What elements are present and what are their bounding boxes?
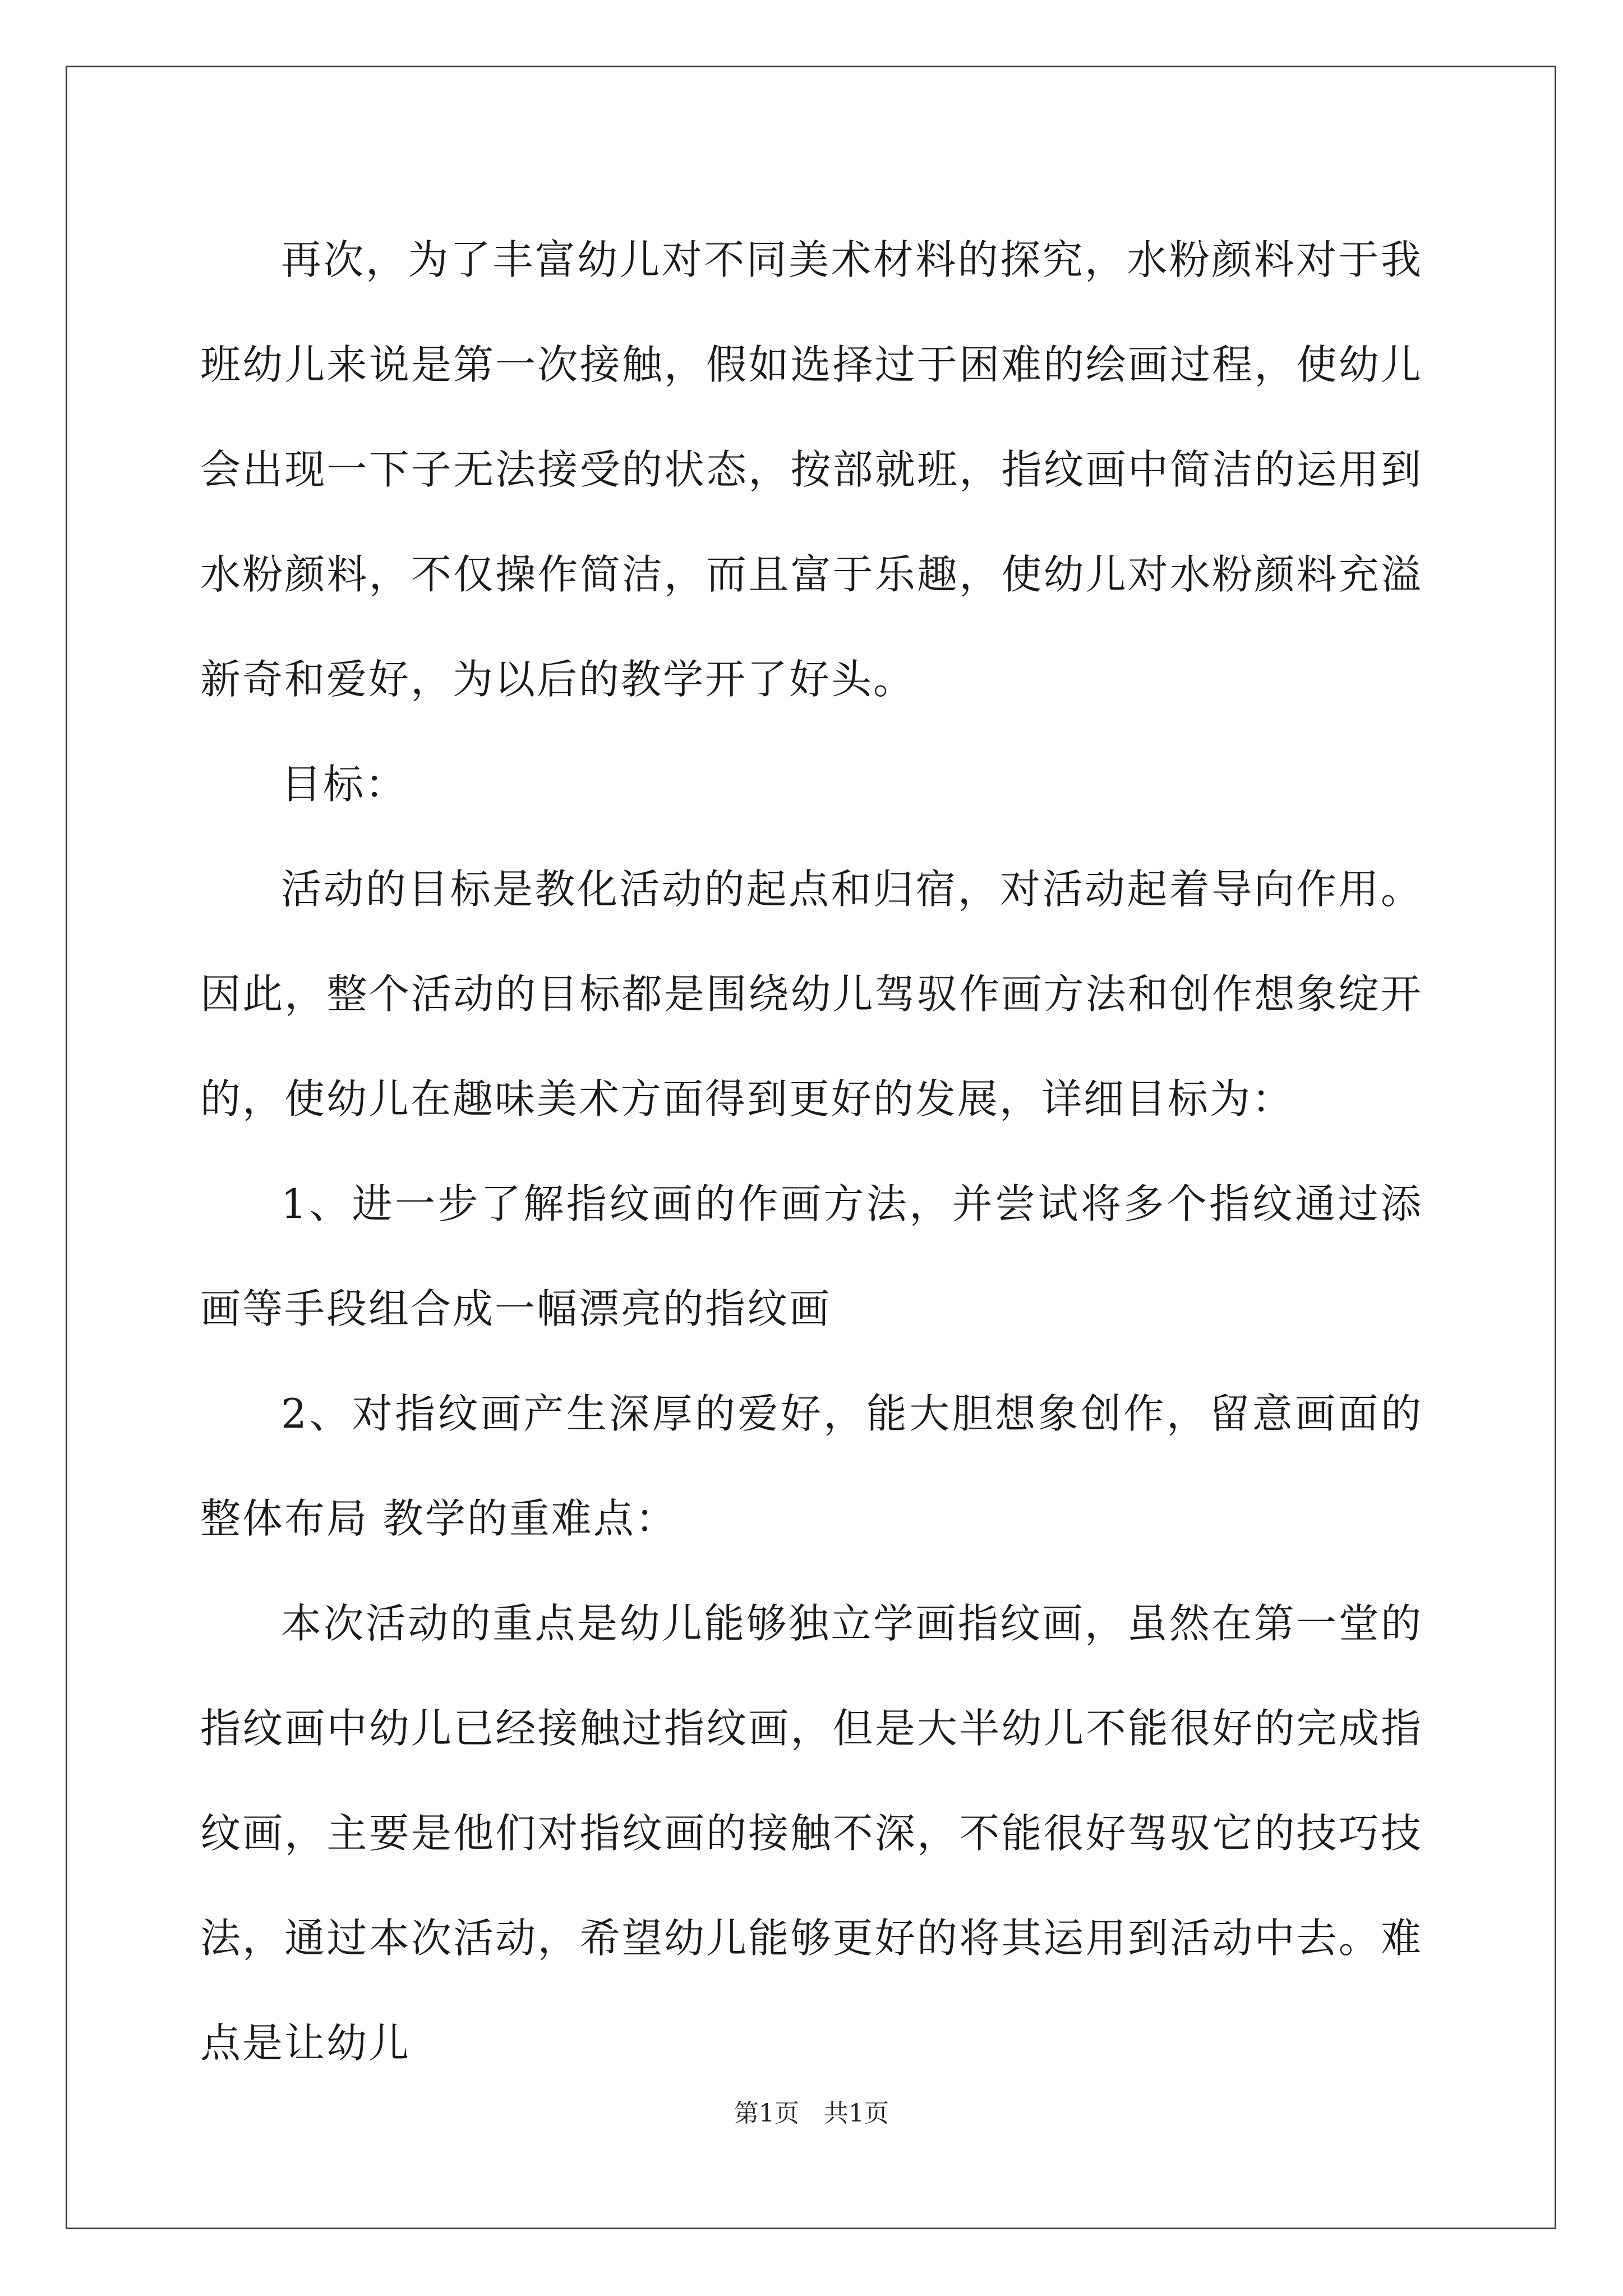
paragraph-goal-heading: 目标： <box>281 761 408 808</box>
paragraph-goal-intro: 活动的目标是教化活动的起点和归宿，对活动起着导向作用。因此，整个活动的目标都是围绕幼儿驾驭作画方法和创作想象绽开的，使幼儿在趣味美术方面得到更好的发展，详细目标为： <box>200 866 1423 1122</box>
paragraph-materials: 再次，为了丰富幼儿对不同美术材料的探究，水粉颜料对于我班幼儿来说是第一次接触，假如选择过于困难的绘画过程，使幼儿会出现一下子无法接受的状态，按部就班，指纹画中简洁的运用到水粉颜料，不仅操作简洁，而且富于乐趣，使幼儿对水粉颜料充溢新奇和爱好，为以后的教学开了好头。 <box>200 236 1423 703</box>
paragraph-key-points: 本次活动的重点是幼儿能够独立学画指纹画，虽然在第一堂的指纹画中幼儿已经接触过指纹画，但是大半幼儿不能很好的完成指纹画，主要是他们对指纹画的接触不深，不能很好驾驭它的技巧技法，通过本次活动，希望幼儿能够更好的将其运用到活动中去。难点是让幼儿 <box>200 1600 1423 2067</box>
paragraph-goal-1: 1、进一步了解指纹画的作画方法，并尝试将多个指纹通过添画等手段组合成一幅漂亮的指纹画 <box>200 1180 1423 1332</box>
page-number-total: 共1页 <box>824 2099 889 2128</box>
paragraph-goal-2: 2、对指纹画产生深厚的爱好，能大胆想象创作，留意画面的整体布局 教学的重难点： <box>200 1390 1423 1542</box>
page-number-current: 第1页 <box>734 2099 799 2128</box>
document-body <box>200 208 1423 2096</box>
page-footer <box>0 2097 1623 2131</box>
